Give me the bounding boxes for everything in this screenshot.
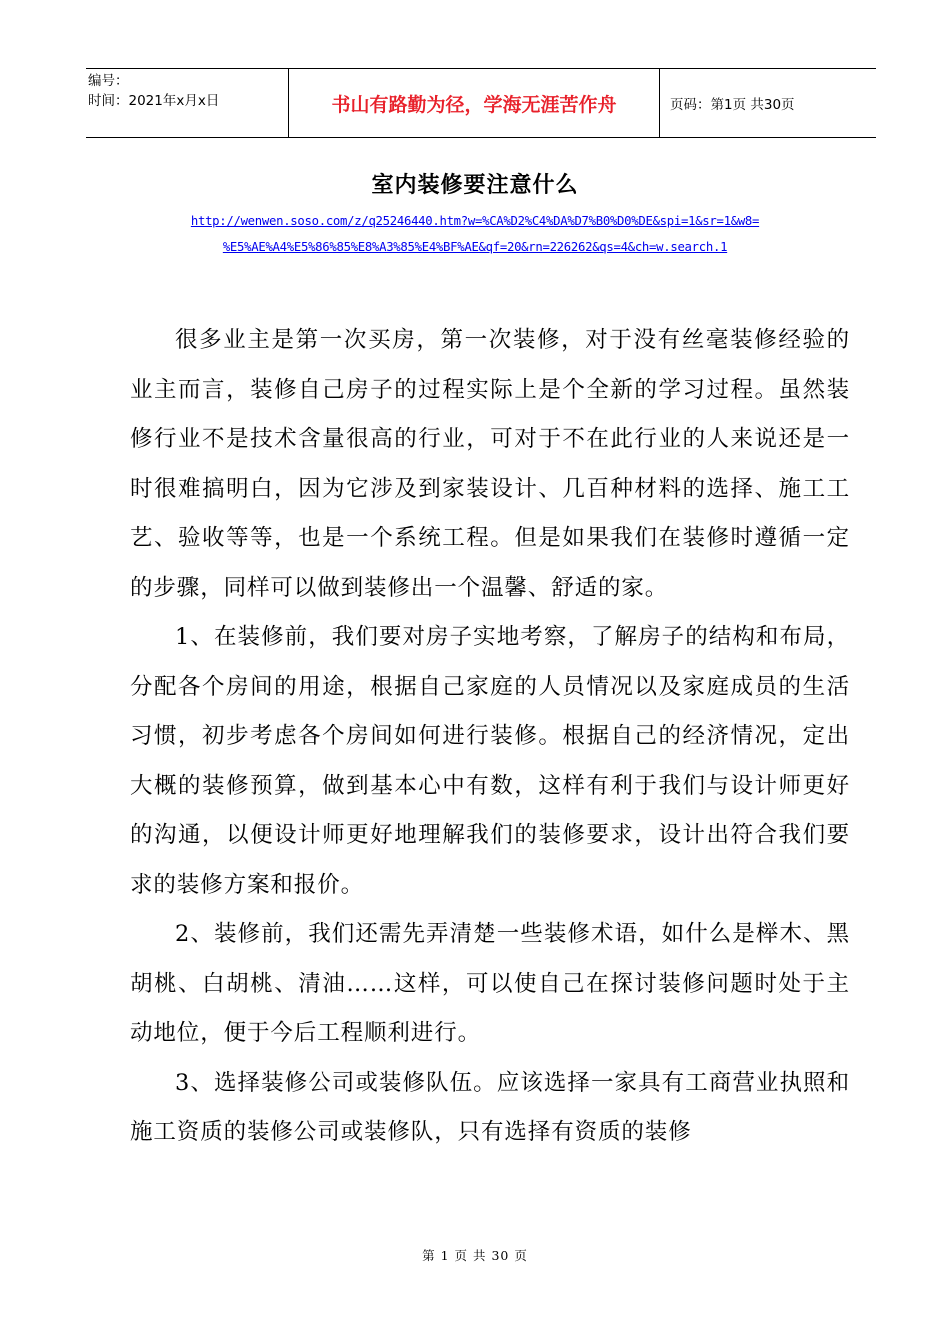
page-title: 室内装修要注意什么 bbox=[371, 172, 579, 198]
page-info-cell bbox=[660, 69, 876, 137]
motto-cell bbox=[288, 69, 660, 137]
paragraph-step-3: 3、选择装修公司或装修队伍。应该选择一家具有工商营业执照和施工资质的装修公司或装修队，只有选择有资质的装修 bbox=[130, 1069, 850, 1145]
motto-text: 书山有路勤为径，学海无涯苦作舟 bbox=[331, 93, 617, 116]
page-footer: 第 1 页 共 30 页 bbox=[422, 1248, 528, 1263]
page-info-text: 页码：第1页 共30页 bbox=[670, 97, 795, 113]
document-body bbox=[130, 316, 850, 1158]
source-link[interactable] bbox=[135, 208, 815, 260]
header-meta-cell bbox=[86, 69, 288, 137]
paragraph-step-2: 2、装修前，我们还需先弄清楚一些装修术语，如什么是榉木、黑胡桃、白胡桃、清油……这样，可以使自己在探讨装修问题时处于主动地位，便于今后工程顺利进行。 bbox=[130, 921, 850, 1046]
paragraph-intro: 很多业主是第一次买房，第一次装修，对于没有丝毫装修经验的业主而言，装修自己房子的过程实际上是个全新的学习过程。虽然装修行业不是技术含量很高的行业，可对于不在此行业的人来说还是一时很难搞明白，因为它涉及到家装设计、几百种材料的选择、施工工艺、验收等等，也是一个系统工程。但是如果我们在装修时遵循一定的步骤，同样可以做到装修出一个温馨、舒适的家。 bbox=[130, 327, 850, 601]
source-link-line-2[interactable]: %E5%AE%A4%E5%86%85%E8%A3%85%E4%BF%AE&qf=20&rn=226262&qs=4&ch=w.search.1 bbox=[222, 240, 728, 254]
number-label: 编号： bbox=[88, 73, 129, 89]
document-header bbox=[86, 68, 876, 138]
paragraph-step-1: 1、在装修前，我们要对房子实地考察，了解房子的结构和布局，分配各个房间的用途，根据自己家庭的人员情况以及家庭成员的生活习惯，初步考虑各个房间如何进行装修。根据自己的经济情况，定出大概的装修预算，做到基本心中有数，这样有利于我们与设计师更好的沟通，以便设计师更好地理解我们的装修要求，设计出符合我们要求的装修方案和报价。 bbox=[130, 624, 850, 898]
time-label: 时间：2021年x月x日 bbox=[88, 93, 220, 109]
source-link-line-1[interactable]: http://wenwen.soso.com/z/q25246440.htm?w=%CA%D2%C4%DA%D7%B0%D0%DE&spi=1&sr=1&w8= bbox=[190, 214, 760, 228]
